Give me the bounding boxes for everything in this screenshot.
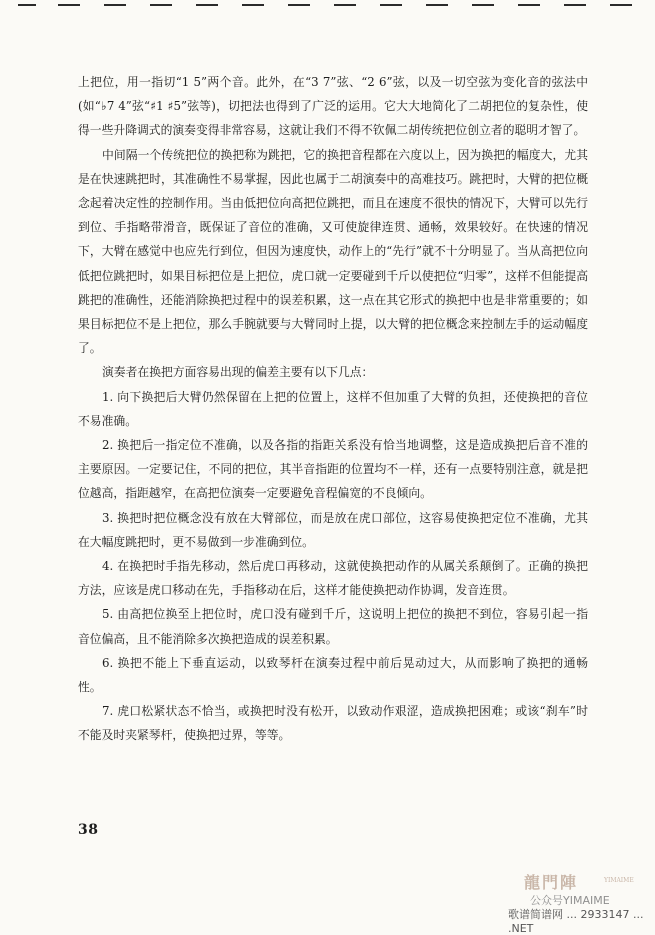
paragraph-continued: 上把位，用一指切“1 5”两个音。此外，在“3 7”弦、“2 6”弦，以及一切空弦为变化音的弦法中(如“♭7 4”弦“♯1 ♯5”弦等)，切把法也得到了广泛的运用。它大大地简化了二胡把位的复杂性，使得一些升降调式的演奏变得非常容易，这就让我们不得不钦佩二胡传统把位创立者的聪明才智了。 xyxy=(78,75,588,138)
list-item-1: 1. 向下换把后大臂仍然保留在上把的位置上，这样不但加重了大臂的负担，还使换把的音位不易准确。 xyxy=(78,389,588,428)
list-item-3: 3. 换把时把位概念没有放在大臂部位，而是放在虎口部位，这容易使换把定位不准确，尤其在大幅度跳把时，更不易做到一步准确到位。 xyxy=(78,510,588,549)
body-text xyxy=(78,70,588,748)
watermark-logo: 龍門陣 xyxy=(524,873,579,892)
list-item-4: 4. 在换把时手指先移动，然后虎口再移动，这就使换把动作的从属关系颠倒了。正确的换把方法，应该是虎口移动在先，手指移动在后，这样才能使换把动作协调，发音连贯。 xyxy=(78,559,588,598)
watermark-account: 公众号YIMAIME xyxy=(530,894,610,907)
list-item-2: 2. 换把后一指定位不准确，以及各指的指距关系没有恰当地调整，这是造成换把后音不准的主要原因。一定要记住，不同的把位，其半音指距的位置均不一样，还有一点要特别注意，就是把位越高，指距越窄，在高把位演奏一定要避免音程偏宽的不良倾向。 xyxy=(78,438,588,501)
watermark-site: YIMAIME xyxy=(604,877,634,884)
list-item-6: 6. 换把不能上下垂直运动，以致琴杆在演奏过程中前后晃动过大，从而影响了换把的通畅性。 xyxy=(78,655,588,695)
list-item-7: 7. 虎口松紧状态不恰当，或换把时没有松开，以致动作艰涩，造成换把困难；或该“刹车”时不能及时夹紧琴杆，使换把过界，等等。 xyxy=(78,704,588,743)
list-item-5: 5. 由高把位换至上把位时，虎口没有碰到千斤，这说明上把位的换把不到位，容易引起一指音位偏高，且不能消除多次换把造成的误差积累。 xyxy=(78,607,588,646)
page-number: 38 xyxy=(78,822,99,838)
paragraph-jump-shift: 中间隔一个传统把位的换把称为跳把，它的换把音程都在六度以上，因为换把的幅度大，尤其是在快速跳把时，其准确性不易掌握，因此也属于二胡演奏中的高难技巧。跳把时，大臂的把位概念起着决定性的控制作用。当由低把位向高把位跳把，而且在速度不很快的情况下，大臂可以先行到位、手指略带滑音，既保证了音位的准确，又可使旋律连贯、通畅，效果较好。在快速的情况下，大臂在感觉中也应先行到位，但因为速度快，动作上的“先行”就不十分明显了。当从高把位向低把位跳把时，如果目标把位是上把位，虎口就一定要碰到千斤以使把位“归零”，这样不但能提高跳把的准确性，还能消除换把过程中的误差积累，这一点在其它形式的换把中也是非常重要的；如果目标把位不是上把位，那么手腕就要与大臂同时上提，以大臂的把位概念来控制左手的运动幅度了。 xyxy=(78,147,588,356)
watermark-footer: 歌谱简谱网 ... 2933147 ... .NET xyxy=(508,908,644,935)
paragraph-errors-intro: 演奏者在换把方面容易出现的偏差主要有以下几点： xyxy=(102,365,374,380)
top-border-dashes xyxy=(0,0,655,14)
